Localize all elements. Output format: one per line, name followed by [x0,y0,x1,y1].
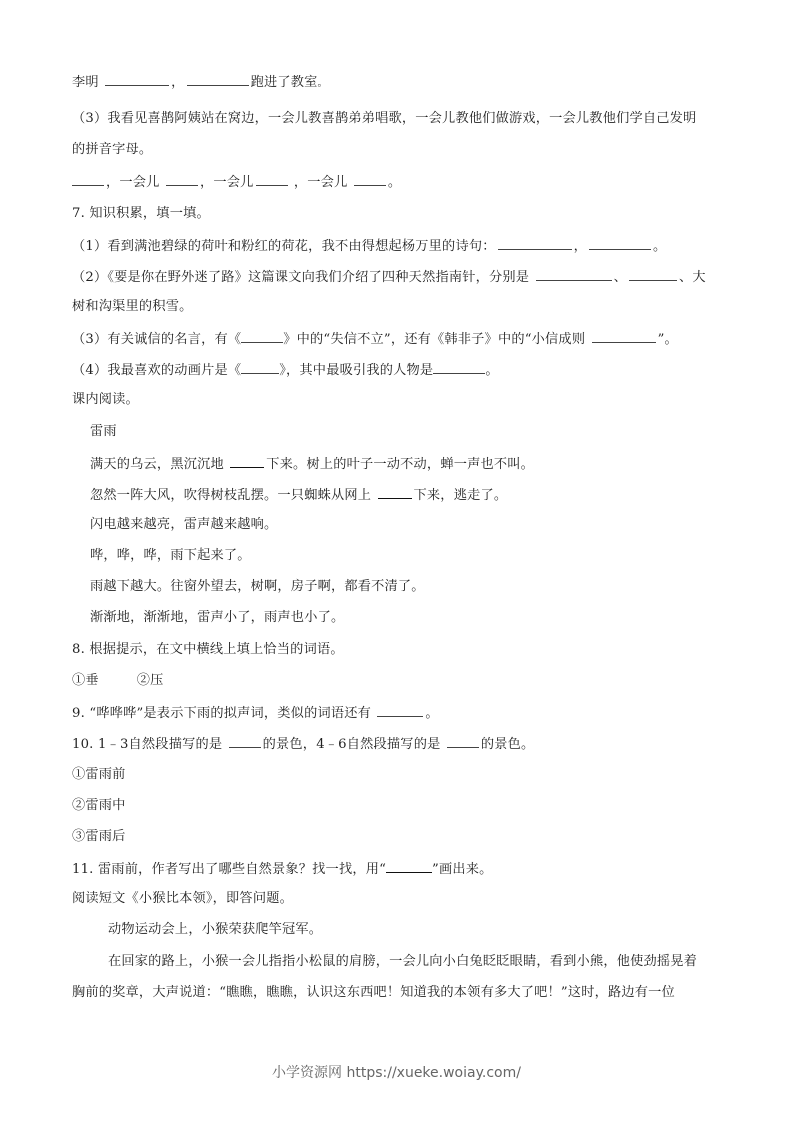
text: 、 [613,270,627,285]
reading1-para2 [90,485,507,505]
q7-item3 [72,329,678,349]
text: 。 [425,706,439,721]
text: ， [171,75,185,90]
text: ”。 [657,332,678,347]
answer-blank[interactable] [378,485,412,499]
answer-blank[interactable] [589,236,651,250]
answer-blank[interactable] [629,267,677,281]
answer-blank[interactable] [354,172,386,186]
answer-blank[interactable] [187,72,249,86]
answer-blank[interactable] [105,72,169,86]
reading1-para5: 雨越下越大。往窗外望去，树啊，房子啊，都看不清了。 [90,579,425,594]
q6-item3-line2: 的拼音字母。 [72,142,153,157]
answer-blank[interactable] [433,360,485,374]
reading2-para2-line2: 胸前的奖章，大声说道：“瞧瞧，瞧瞧，认识这东西吧！知道我的本领有多大了吧！”这时，路边有一位 [72,985,675,1000]
q7-item2-cont: 树和沟渠里的积雪。 [72,299,193,314]
text: （1）看到满池碧绿的荷叶和粉红的荷花，我不由得想起杨万里的诗句： [72,239,496,254]
reading2-para1: 动物运动会上，小猴荣获爬竿冠军。 [108,922,323,937]
reading1-para6: 渐渐地，渐渐地，雷声小了，雨声也小了。 [90,610,345,625]
text: 10. 1﹣3自然段描写的是 [72,737,227,752]
answer-blank[interactable] [447,734,479,748]
reading2-para2-line1: 在回家的路上，小猴一会儿指指小松鼠的肩膀，一会儿向小白兔眨眨眼睛，看到小熊，他使劲摇晃着 [108,954,698,969]
text: 李明 [72,75,104,90]
text: 。 [485,363,499,378]
reading2-heading: 阅读短文《小猴比本领》，即答问题。 [72,891,293,906]
option-label: ①垂 [72,673,99,688]
text: 下来，逃走了。 [413,488,508,503]
q10-option-3: ③雷雨后 [72,829,126,844]
text: 11. 雷雨前，作者写出了哪些自然景象？找一找，用“ [72,862,387,877]
text: 跑进了教室 [250,75,318,90]
text: ，一会儿 [289,175,352,190]
text: （4）我最喜欢的动画片是《 [72,363,242,378]
text: 下来。树上的叶子一动不动，蝉一声也不叫。 [266,457,535,472]
text: 满天的乌云，黑沉沉地 [90,457,229,472]
answer-blank[interactable] [377,703,423,717]
footer-watermark: 小学资源网 https://xueke.woiay.com/ [272,1065,521,1081]
answer-blank[interactable] [72,172,104,186]
text: ，一会儿 [106,175,164,190]
fill-line-liming [72,72,328,93]
text: 忽然一阵大风，吹得树枝乱摆。一只蜘蛛从网上 [90,488,376,503]
reading1-para3: 闪电越来越亮，雷声越来越响。 [90,517,278,532]
q7-item2 [72,267,706,287]
q11 [72,859,493,879]
answer-blank[interactable] [241,329,283,343]
q9 [72,703,439,723]
answer-blank[interactable] [166,172,198,186]
q10-option-1: ①雷雨前 [72,767,126,782]
q10 [72,734,534,754]
answer-blank[interactable] [230,454,264,468]
reading1-para1 [90,454,534,474]
text: 。 [387,175,402,190]
text: ， [573,239,587,254]
answer-blank[interactable] [256,172,288,186]
answer-blank[interactable] [229,734,261,748]
answer-blank[interactable] [498,236,572,250]
q7-title: 7. 知识积累，填一填。 [72,206,210,221]
q7-item1 [72,236,666,256]
reading1-para4: 哗，哗，哗，雨下起来了。 [90,548,251,563]
text: 的景色，4﹣6自然段描写的是 [262,737,445,752]
text: 》，其中最吸引我的人物是 [279,363,434,378]
q7-item4 [72,360,499,380]
text: ”画出来。 [432,862,493,877]
q6-item3-line1: （3）我看见喜鹊阿姨站在窝边，一会儿教喜鹊弟弟唱歌，一会儿教他们做游戏，一会儿教他们学自己发明 [72,111,697,126]
answer-blank[interactable] [386,859,432,873]
answer-blank[interactable] [241,360,279,374]
text: 的景色。 [480,737,535,752]
text: 、大 [678,270,706,285]
q10-option-2: ②雷雨中 [72,798,126,813]
reading1-title: 雷雨 [90,424,117,439]
reading1-heading: 课内阅读。 [72,392,139,407]
answer-blank[interactable] [592,329,656,343]
q6-item3-fill [72,172,401,192]
text: （3）有关诚信的名言，有《 [72,332,242,347]
text: ，一会儿 [199,175,254,190]
text: 。 [653,239,667,254]
text: （2）《要是你在野外迷了路》这篇课文向我们介绍了四种天然指南针，分别是 [72,270,534,285]
text: 》中的“失信不立”，还有《韩非子》中的“小信成则 [283,332,590,347]
q8-title: 8. 根据提示，在文中横线上填上恰当的词语。 [72,642,344,657]
text: 。 [317,78,328,89]
answer-blank[interactable] [536,267,612,281]
q8-options [72,672,164,690]
option-label: ②压 [136,673,164,688]
text: 9. “哗哗哗”是表示下雨的拟声词，类似的词语还有 [72,706,376,721]
